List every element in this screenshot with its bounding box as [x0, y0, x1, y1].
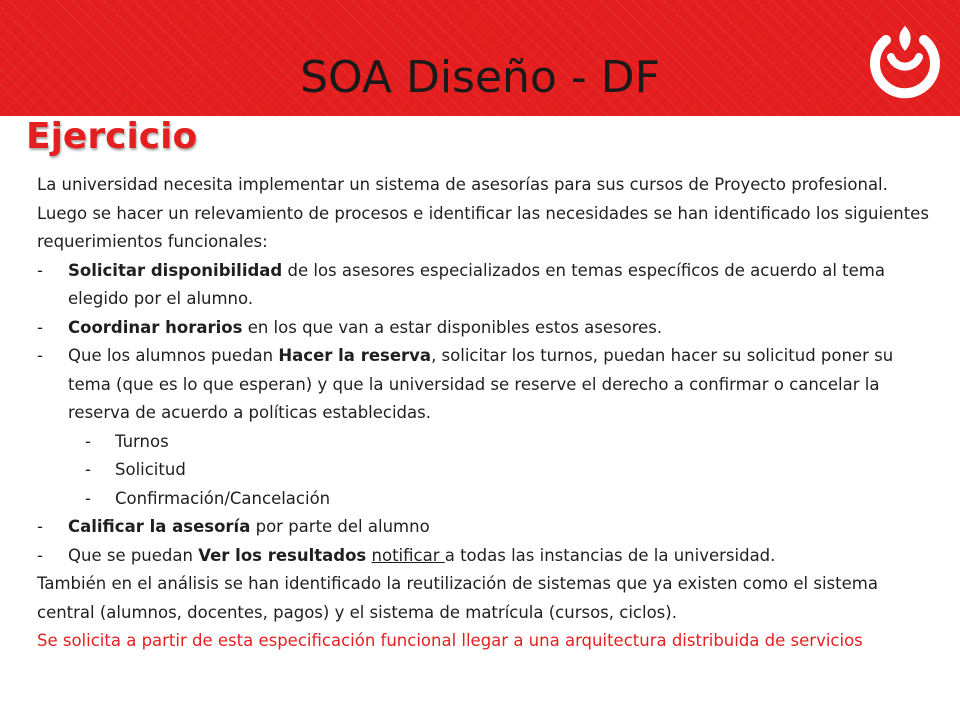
requirement-text: a todas las instancias de la universidad. — [444, 545, 776, 565]
sub-list-item — [37, 428, 937, 457]
sub-item-label: Confirmación/Cancelación — [115, 488, 331, 508]
closing-paragraph: También en el análisis se han identificado la reutilización de sistemas que ya existen como el sistema central (alumnos, docentes, pagos) y el sistema de matrícula (cursos, ciclos). — [37, 574, 878, 622]
section-heading: Ejercicio — [26, 116, 198, 157]
task-statement: Se solicita a partir de esta especificación funcional llegar a una arquitectura distribuida de servicios — [37, 631, 863, 650]
bullet-dash: - — [37, 260, 43, 280]
requirement-name: Hacer la reserva — [278, 346, 432, 365]
bullet-dash: - — [85, 488, 91, 508]
bullet-dash: - — [85, 460, 91, 479]
requirement-name: Ver los resultados — [198, 545, 367, 565]
intro-paragraph: La universidad necesita implementar un sistema de asesorías para sus cursos de Proyecto profesional. Luego se hacer un relevamiento de procesos e identificar las necesidades se han identificado los siguientes requerimientos funcionales: — [37, 175, 929, 251]
list-item — [37, 314, 937, 343]
list-item — [37, 542, 937, 571]
sub-list-item — [37, 485, 937, 514]
sub-item-label: Turnos — [115, 431, 169, 451]
bullet-dash: - — [37, 317, 43, 337]
sub-item-label: Solicitud — [115, 460, 186, 479]
upc-flame-logo-icon — [866, 22, 944, 104]
slide-body — [37, 171, 937, 656]
requirement-text: por parte del alumno — [250, 517, 430, 536]
underlined-word: notificar — [371, 545, 445, 565]
slide-title: SOA Diseño - DF — [300, 52, 660, 103]
list-item — [37, 513, 937, 542]
bullet-dash: - — [37, 346, 43, 365]
bullet-dash: - — [85, 431, 91, 451]
requirement-text: en los que van a estar disponibles estos asesores. — [242, 317, 663, 337]
bullet-dash: - — [37, 517, 43, 536]
list-item — [37, 342, 937, 428]
requirement-name: Calificar la asesoría — [68, 517, 251, 536]
requirement-text: de los asesores especializados en temas específicos de acuerdo al tema elegido por el alumno. — [68, 260, 885, 308]
sub-list-item — [37, 456, 937, 485]
bullet-dash: - — [37, 545, 43, 565]
requirement-name: Coordinar horarios — [68, 317, 243, 337]
requirement-name: Solicitar disponibilidad — [68, 260, 283, 280]
requirement-prefix: Que los alumnos puedan — [68, 346, 279, 365]
list-item — [37, 257, 937, 314]
requirement-prefix: Que se puedan — [68, 545, 199, 565]
requirement-text: , solicitar los turnos, puedan hacer su solicitud poner su tema (que es lo que esperan) y que la universidad se reserve el derecho a confirmar o cancelar la reserva de acuerdo a políticas establecidas. — [68, 346, 894, 422]
